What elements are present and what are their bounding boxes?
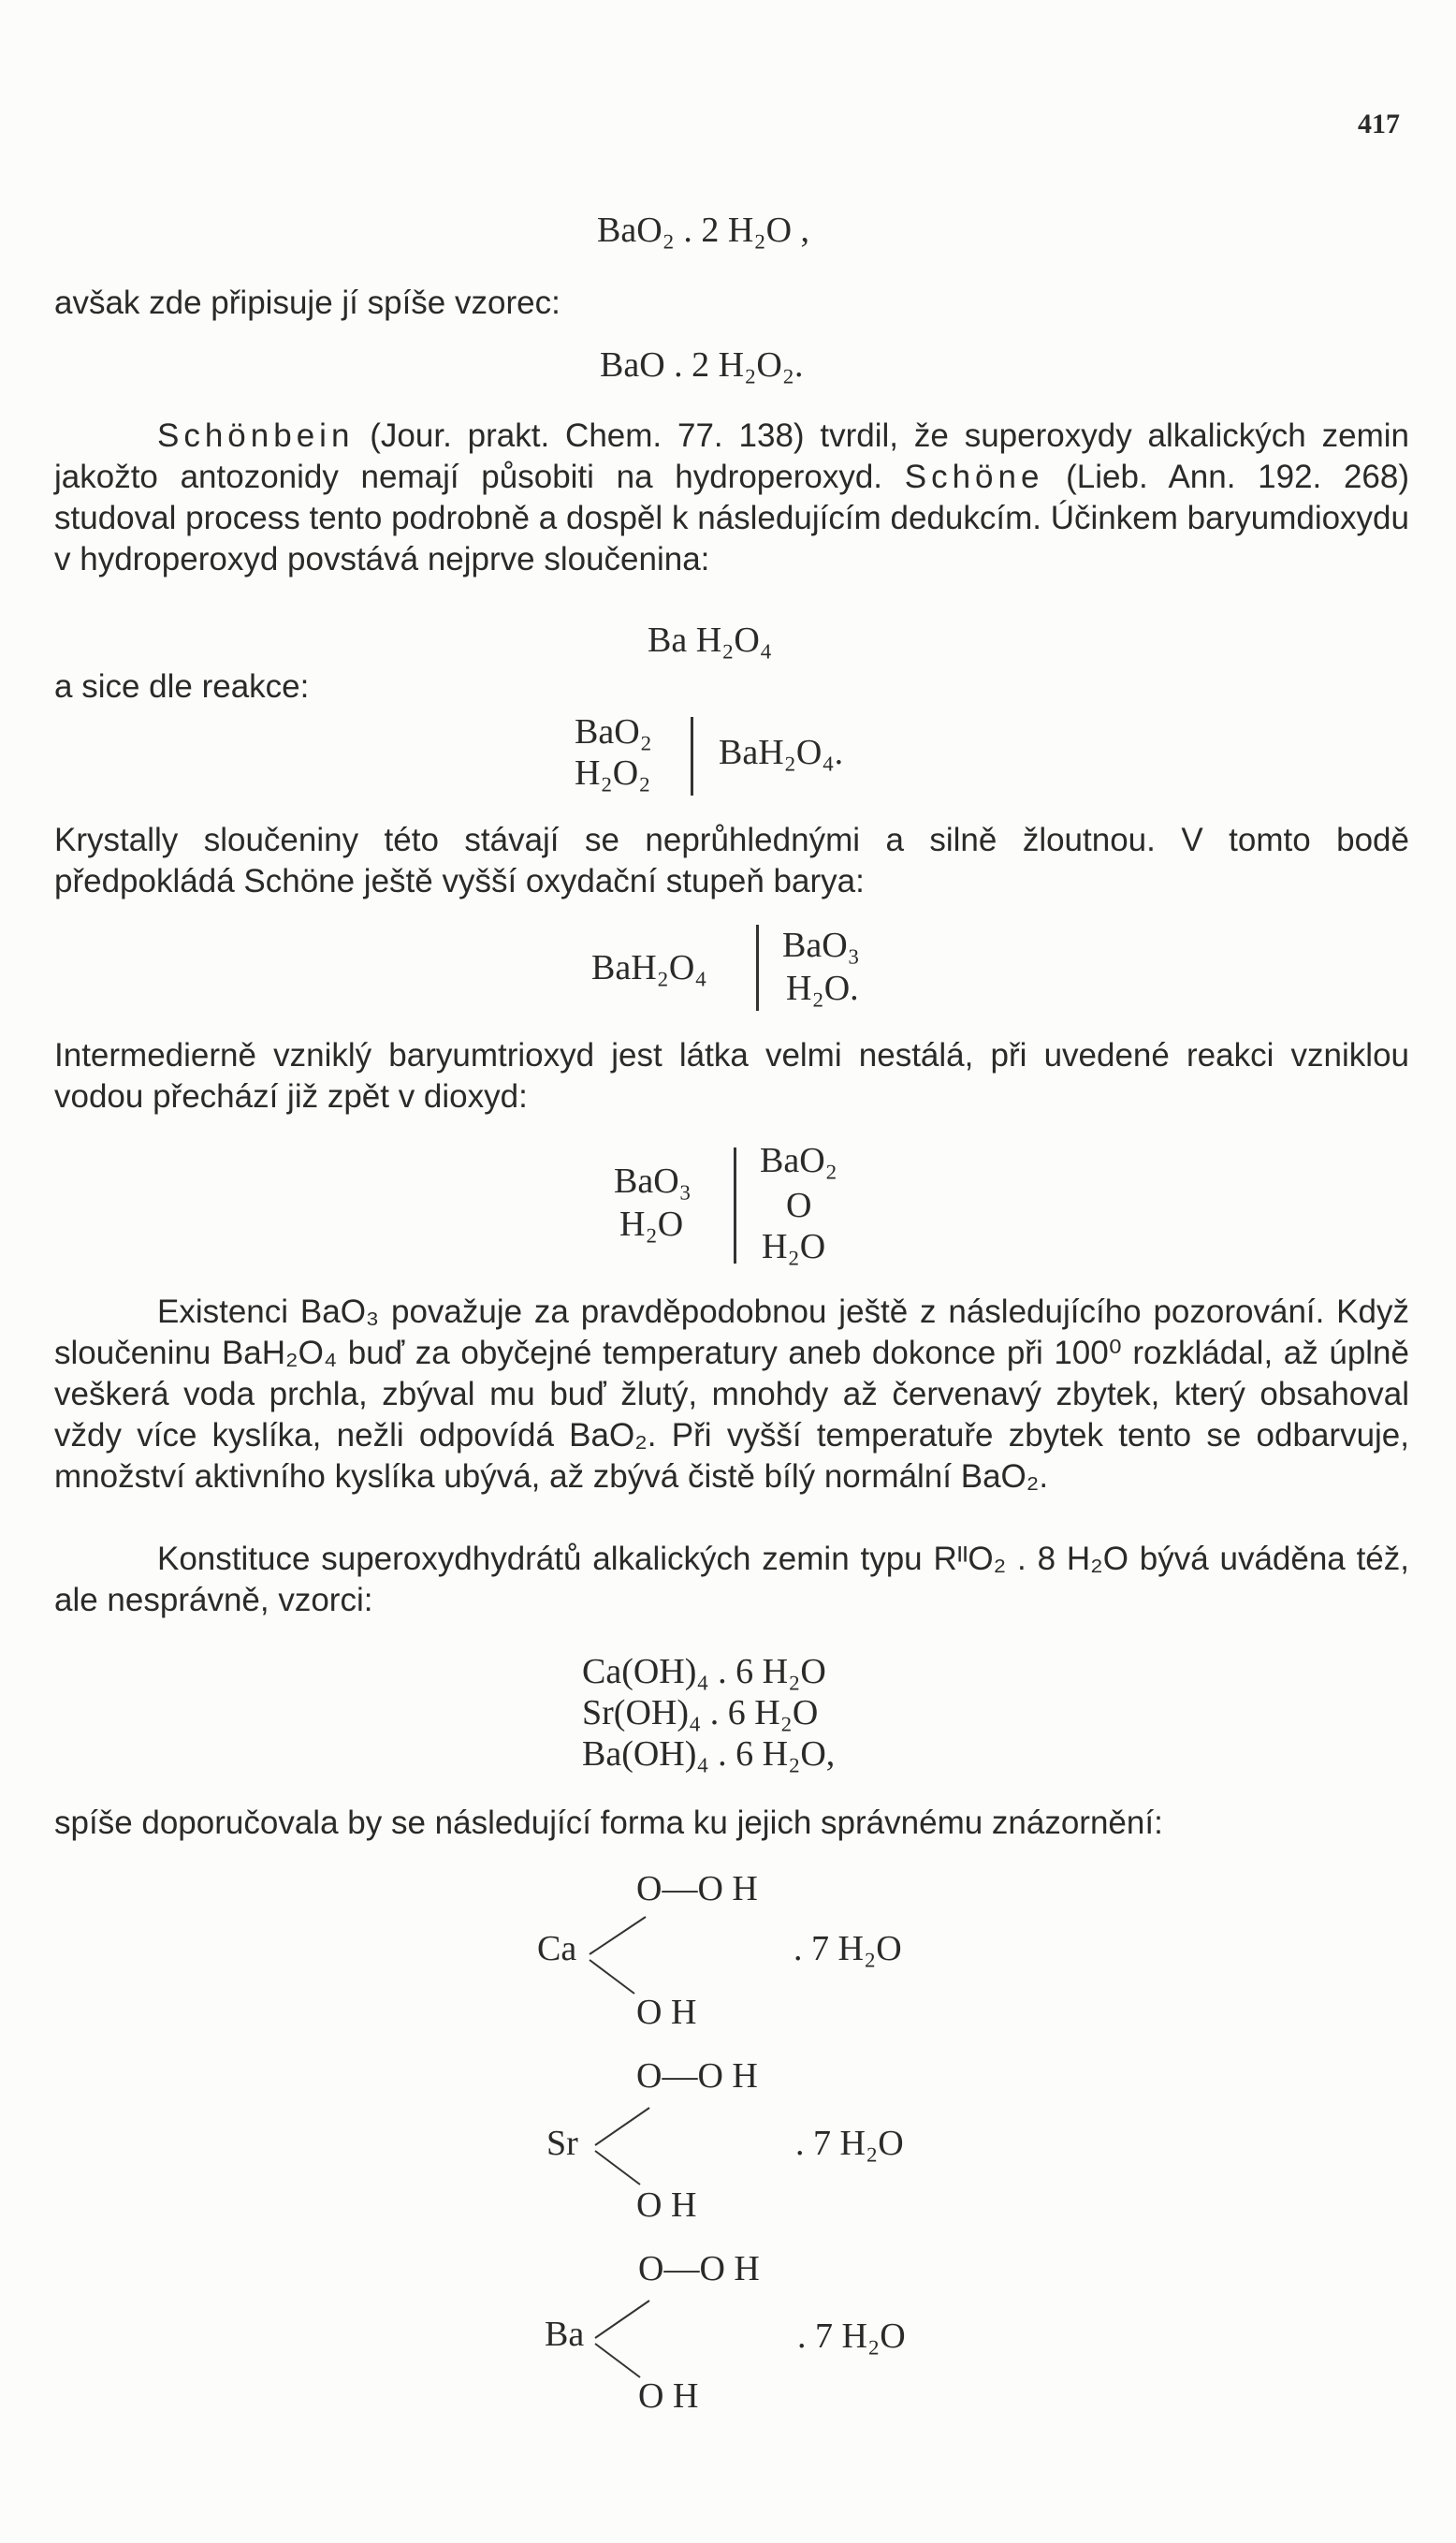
structure-ca-water: . 7 H₂O: [794, 1929, 902, 1968]
page-number: 417: [1358, 109, 1400, 139]
formula-ba: Ba(OH)₄ . 6 H₂O,: [582, 1734, 836, 1774]
structure-ca-metal: Ca: [537, 1929, 577, 1968]
structure-ba-bottom: O H: [638, 2376, 699, 2416]
line-sice: a sice dle reakce:: [54, 668, 310, 705]
structure-sr-top: O—O H: [636, 2056, 758, 2096]
reaction2-divider: [756, 925, 759, 1011]
paragraph-schonbein: [54, 416, 1409, 580]
formula-sr: Sr(OH)₄ . 6 H₂O: [582, 1693, 819, 1732]
reaction1-left-top: BaO₂: [575, 712, 652, 752]
reaction3-right-top: BaO₂: [760, 1141, 837, 1180]
paragraph-konstituce: Konstituce superoxydhydrátů alkalických zemin typu RᴵᴵO₂ . 8 H₂O bývá uváděna též, ale nesprávně, vzorci:: [54, 1541, 1409, 1618]
reaction3-divider: [734, 1147, 736, 1264]
formula-bah2o4: Ba H₂O₄: [648, 621, 773, 660]
formula-bao-2h2o2: BaO . 2 H₂O₂.: [600, 345, 804, 385]
structure-ca-bottom: O H: [636, 1993, 697, 2032]
para1-text-a: (Jour. prakt. Chem. 77. 138) tvrdil, že superoxydy alkalických zemin jakožto antozonidy nemají působiti na hydroperoxyd.: [54, 417, 1409, 495]
structure-ca-bonds: [582, 1913, 657, 1997]
reaction1-left-bottom: H₂O₂: [575, 753, 651, 793]
line-avsak: avšak zde připisuje jí spíše vzorec:: [54, 285, 561, 321]
line-spise: spíše doporučovala by se následující forma ku jejich správnému znázornění:: [54, 1805, 1163, 1841]
reaction2-right-top: BaO₃: [782, 926, 860, 965]
structure-ca-top: O—O H: [636, 1869, 758, 1908]
formula-bao2-2h2o: BaO₂ . 2 H₂O ,: [597, 211, 810, 250]
structure-sr-bonds: [590, 2104, 664, 2188]
para1-text-b: (Lieb. Ann. 192. 268) studoval process tento podrobně a dospěl k následujícím dedukcím. Účinkem baryumdioxydu v hydroperoxyd povstává nejprve sloučenina:: [54, 459, 1409, 577]
paragraph-intermedierne: Intermedierně vzniklý baryumtrioxyd jest látka velmi nestálá, při uvedené reakci vzniklou vodou přechází již zpět v dioxyd:: [54, 1037, 1409, 1115]
structure-sr-bottom: O H: [636, 2185, 697, 2225]
structure-ba-bonds: [590, 2297, 664, 2381]
reaction3-left-bottom: H₂O: [619, 1205, 684, 1244]
structure-sr-water: . 7 H₂O: [795, 2124, 904, 2163]
structure-ba-water: . 7 H₂O: [797, 2316, 906, 2356]
structure-ba-metal: Ba: [545, 2315, 585, 2354]
reaction1-divider: [691, 717, 693, 796]
author-schone: Schöne: [904, 459, 1044, 495]
reaction3-right-bottom: H₂O: [762, 1227, 826, 1266]
paragraph-krystally: Krystally sloučeniny této stávají se neprůhlednými a silně žloutnou. V tomto bodě předpokládá Schöne ještě vyšší oxydační stupeň baryа:: [54, 822, 1409, 899]
reaction3-left-top: BaO₃: [614, 1162, 692, 1201]
reaction2-left: BaH₂O₄: [591, 948, 707, 987]
reaction2-right-bottom: H₂O.: [786, 969, 859, 1008]
structure-sr-metal: Sr: [546, 2124, 578, 2163]
paragraph-existenci: Existenci BaO₃ považuje za pravděpodobnou ještě z následujícího pozorování. Když sloučeninu BaH₂O₄ buď za obyčejné temperatury aneb dokonce při 100⁰ rozkládal, až úplně veškerá voda prchla, zbýval mu buď žlutý, mnohdy až červenavý zbytek, který obsahoval vždy více kyslíka, nežli odpovídá BaO₂. Při vyšší temperatuře zbytek tento se odbarvuje, množství aktivního kyslíka ubývá, až zbývá čistě bílý normální BaO₂.: [54, 1293, 1409, 1495]
formula-ca: Ca(OH)₄ . 6 H₂O: [582, 1652, 826, 1691]
reaction3-right-mid: O: [786, 1186, 812, 1225]
reaction1-right: BaH₂O₄.: [719, 733, 844, 772]
author-schonbein: Schönbein: [157, 417, 355, 454]
structure-ba-top: O—O H: [638, 2249, 760, 2288]
